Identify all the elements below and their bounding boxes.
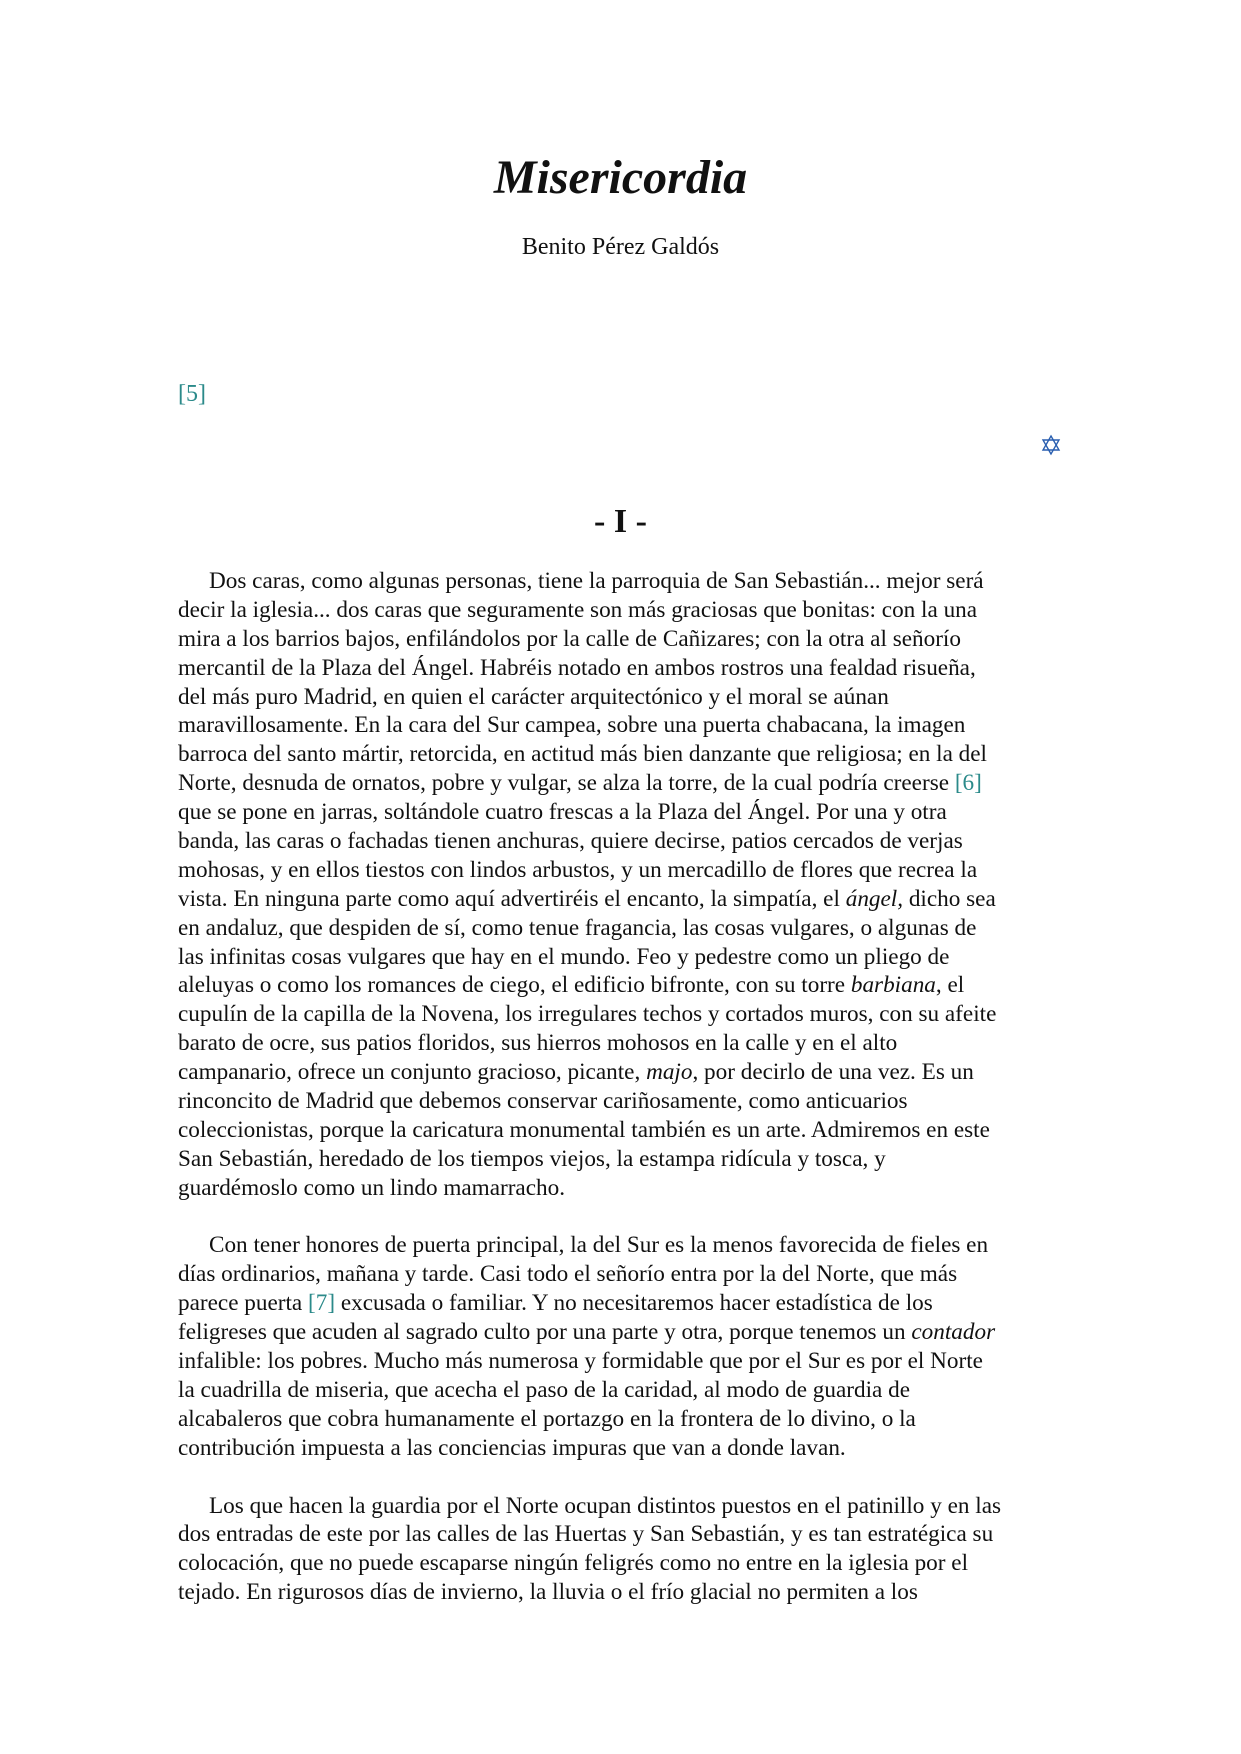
page-marker-link[interactable]: [5] (178, 381, 206, 407)
text-line: mira a los barrios bajos, enfilándolos por la calle de Cañizares; con la otra al señorío (178, 625, 961, 652)
chapter-heading: - I - (594, 503, 647, 540)
text-line: cupulín de la capilla de la Novena, los irregulares techos y cortados muros, con su afeite (178, 1001, 997, 1028)
text-line: del más puro Madrid, en quien el carácter arquitectónico y el moral se aúnan (178, 683, 889, 710)
text-line: en andaluz, que despiden de sí, como tenue fragancia, las cosas vulgares, o algunas de (178, 914, 977, 941)
text-line: tejado. En rigurosos días de invierno, la lluvia o el frío glacial no permiten a los (178, 1579, 918, 1606)
text-line: la cuadrilla de miseria, que acecha el paso de la caridad, al modo de guardia de (178, 1376, 910, 1403)
text-line: días ordinarios, mañana y tarde. Casi todo el señorío entra por la del Norte, que más (178, 1261, 958, 1288)
text-line: alcabaleros que cobra humanamente el portazgo en la frontera de lo divino, o la (178, 1405, 916, 1432)
paragraph (178, 1231, 1068, 1462)
italic-word: ángel, (845, 885, 904, 912)
text-line: las infinitas cosas vulgares que hay en el mundo. Feo y pedestre como un pliego de (178, 943, 950, 970)
text-line: barato de ocre, sus patios floridos, sus hierros mohosos en la calle y en el alto (178, 1030, 898, 1057)
text-line: vista. En ninguna parte como aquí advertiréis el encanto, la simpatía, el ángel, dicho sea (178, 885, 996, 912)
text-line: que se pone en jarras, soltándole cuatro frescas a la Plaza del Ángel. Por una y otra (178, 799, 947, 826)
paragraph (178, 567, 1068, 1203)
text-line: contribución impuesta a las conciencias impuras que van a donde lavan. (178, 1434, 846, 1461)
body-text (178, 567, 1068, 1636)
text-line: mercantil de la Plaza del Ángel. Habréis notado en ambos rostros una fealdad risueña, (178, 654, 976, 681)
text-line: parece puerta [7] excusada o familiar. Y no necesitaremos hacer estadística de los (178, 1290, 933, 1317)
text-line: Con tener honores de puerta principal, la del Sur es la menos favorecida de fieles en (209, 1232, 989, 1259)
italic-word: contador (911, 1319, 996, 1346)
page-link-7[interactable]: [7] (308, 1290, 336, 1317)
star-of-david-icon[interactable] (1040, 434, 1062, 456)
text-line: coleccionistas, porque la caricatura monumental también es un arte. Admiremos en este (178, 1116, 990, 1143)
italic-word: majo (646, 1059, 693, 1086)
paragraph (178, 1492, 1068, 1608)
italic-word: barbiana (850, 972, 936, 999)
text-line: decir la iglesia... dos caras que seguramente son más graciosas que bonitas: con la una (178, 596, 978, 623)
text-line: campanario, ofrece un conjunto gracioso, picante, majo, por decirlo de una vez. Es un (178, 1059, 974, 1086)
text-line: aleluyas o como los romances de ciego, el edificio bifronte, con su torre barbiana, el (178, 972, 965, 999)
text-line: infalible: los pobres. Mucho más numerosa y formidable que por el Sur es por el Norte (178, 1348, 983, 1375)
text-line: barroca del santo mártir, retorcida, en actitud más bien danzante que religiosa; en la del (178, 741, 988, 768)
text-line: banda, las caras o fachadas tienen anchuras, quiere decirse, patios cercados de verjas (178, 828, 963, 855)
text-line: guardémoslo como un lindo mamarracho. (178, 1174, 565, 1201)
text-line: Dos caras, como algunas personas, tiene la parroquia de San Sebastián... mejor será (209, 568, 984, 594)
book-title: Misericordia (493, 151, 748, 204)
text-line: maravillosamente. En la cara del Sur campea, sobre una puerta chabacana, la imagen (178, 712, 966, 739)
text-line: dos entradas de este por las calles de las Huertas y San Sebastián, y es tan estratégica su (178, 1521, 994, 1548)
text-line: rinconcito de Madrid que debemos conservar cariñosamente, como anticuarios (178, 1088, 908, 1115)
text-line: San Sebastián, heredado de los tiempos viejos, la estampa ridícula y tosca, y (178, 1145, 886, 1172)
text-line: colocación, que no puede escaparse ningún feligrés como no entre en la iglesia por el (178, 1550, 969, 1577)
text-line: feligreses que acuden al sagrado culto por una parte y otra, porque tenemos un contador (178, 1319, 996, 1346)
book-author: Benito Pérez Galdós (521, 234, 720, 260)
text-line: Norte, desnuda de ornatos, pobre y vulgar, se alza la torre, de la cual podría creerse [6] (178, 770, 982, 797)
text-line: mohosas, y en ellos tiestos con lindos arbustos, y un mercadillo de flores que recrea la (178, 856, 978, 883)
page-link-6[interactable]: [6] (954, 770, 982, 797)
text-line: Los que hacen la guardia por el Norte ocupan distintos puestos en el patinillo y en las (209, 1492, 1002, 1519)
